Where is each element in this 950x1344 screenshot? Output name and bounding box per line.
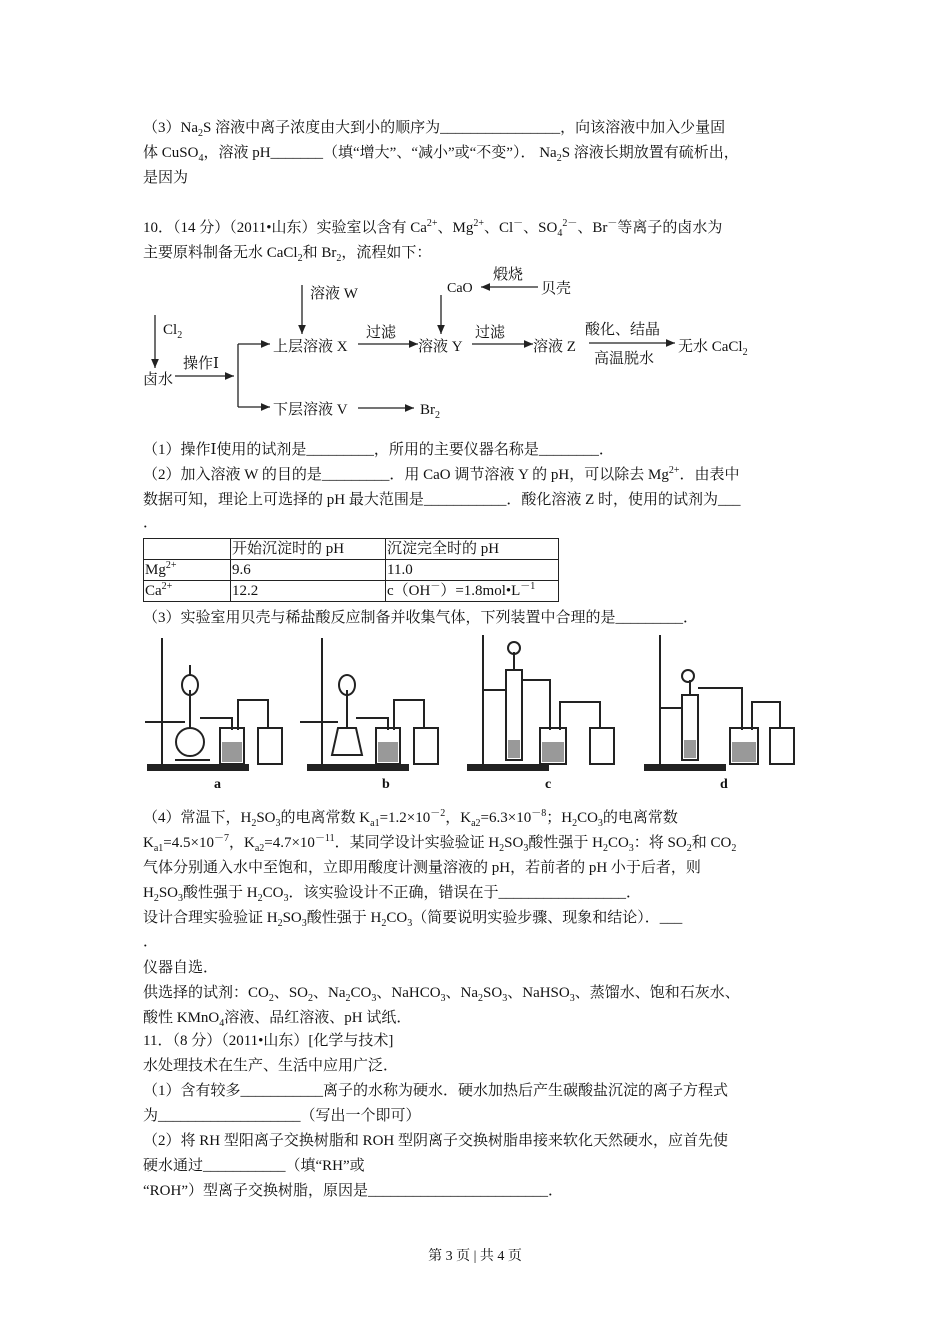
subscript: 2 xyxy=(556,153,562,164)
text-run: ，K xyxy=(228,835,255,851)
subscript: 2 xyxy=(381,918,387,929)
text-run: 11．（8 分）（2011•山东）[化学与技术] xyxy=(143,1033,394,1049)
subscript: 3 xyxy=(502,993,508,1004)
subscript: 3 xyxy=(628,843,634,854)
start-ph-cell: 9.6 xyxy=(231,560,386,581)
text-run: CO xyxy=(577,810,598,826)
superscript: － xyxy=(513,218,524,229)
text-run: 、SO xyxy=(523,220,558,236)
text-run: 10．（14 分）（2011•山东）实验室以含有 Ca xyxy=(143,220,427,236)
subscript: 4 xyxy=(219,1018,225,1029)
q10-part1 xyxy=(143,440,614,460)
text-run: K xyxy=(143,835,154,851)
apparatus-figure xyxy=(0,630,950,800)
text-run: （简要说明实验步骤、现象和结论）．___ xyxy=(412,910,683,926)
subscript: a1 xyxy=(153,843,164,854)
text-run: 、Cl xyxy=(483,220,514,236)
q11-part2-line1 xyxy=(143,1131,728,1151)
text-run: 水处理技术在生产、生活中应用广泛． xyxy=(143,1058,399,1074)
subscript: 2 xyxy=(478,993,484,1004)
q10-part4-line4 xyxy=(143,883,641,903)
subscript: 2 xyxy=(297,253,303,264)
subscript: 4 xyxy=(557,228,563,239)
label-operation: 操作Ⅰ xyxy=(183,356,219,372)
subscript: 4 xyxy=(198,153,204,164)
text-run: =4.7×10 xyxy=(264,835,315,851)
q11-stem xyxy=(143,1056,398,1076)
text-run: 、Na xyxy=(313,985,346,1001)
superscript: －11 xyxy=(314,833,335,844)
text-run: （1）操作Ⅰ使用的试剂是_________，所用的主要仪器名称是________． xyxy=(143,442,614,458)
text-run: ：将 SO xyxy=(633,835,687,851)
text-run: S 溶液中离子浓度由大到小的顺序为________________，向该溶液中加入少量固 xyxy=(203,120,726,136)
superscript: －7 xyxy=(213,833,229,844)
label-cao: CaO xyxy=(447,281,473,296)
text-run: 供选择的试剂：CO xyxy=(143,985,269,1001)
label-solution-z: 溶液 Z xyxy=(533,339,576,355)
q10-part4-line9 xyxy=(143,1008,411,1028)
apparatus-b xyxy=(300,638,438,770)
subscript: 3 xyxy=(178,893,184,904)
text-run: 主要原料制备无水 CaCl xyxy=(143,245,298,261)
subscript: 3 xyxy=(407,918,413,929)
apparatus-c xyxy=(468,635,614,770)
subscript: 3 xyxy=(301,918,307,929)
subscript: 2 xyxy=(198,128,203,139)
label-lower-v: 下层溶液 V xyxy=(273,402,348,418)
text-run: CO xyxy=(386,910,408,926)
subscript: 3 xyxy=(275,818,281,829)
text-run: SO xyxy=(282,910,302,926)
q11-part2-line2 xyxy=(143,1156,365,1176)
apparatus-a xyxy=(145,638,282,770)
text-run: =4.5×10 xyxy=(163,835,214,851)
q11-part1-line2 xyxy=(143,1106,421,1126)
text-run: 酸性强于 H xyxy=(306,910,382,926)
text-run: 酸性 KMnO xyxy=(143,1010,220,1026)
subscript: 2 xyxy=(308,993,314,1004)
text-run: SO xyxy=(504,835,524,851)
text-run: SO xyxy=(158,885,179,901)
text-run: 数据可知，理论上可选择的 pH 最大范围是___________．酸化溶液 Z 时，使用的试剂为___ xyxy=(143,492,741,508)
subscript: 3 xyxy=(440,993,446,1004)
label-acidify: 酸化、结晶 xyxy=(585,322,661,338)
apparatus-label-d: d xyxy=(720,777,728,792)
label-solution-w: 溶液 W xyxy=(310,286,358,302)
subscript: 2 xyxy=(268,993,274,1004)
q11-part2-line3 xyxy=(143,1181,563,1201)
q10-part2-line2 xyxy=(143,490,741,510)
apparatus-d xyxy=(645,635,794,770)
text-run: （3）实验室用贝壳与稀盐酸反应制备并收集气体，下列装置中合理的是_________． xyxy=(143,610,699,626)
text-run: ；H xyxy=(546,810,573,826)
text-run: ． xyxy=(143,515,159,531)
text-run: 和 Br xyxy=(302,245,337,261)
subscript: 3 xyxy=(283,893,289,904)
label-upper-x: 上层溶液 X xyxy=(273,339,348,355)
text-run: CO xyxy=(350,985,372,1001)
label-calcine: 煅烧 xyxy=(493,267,524,283)
text-run: （3）Na xyxy=(143,120,198,136)
subscript: 3 xyxy=(523,843,529,854)
label-filter2: 过滤 xyxy=(475,325,506,341)
text-run: （2）加入溶液 W 的目的是_________．用 CaO 调节溶液 Y 的 pH，可以除去 Mg xyxy=(143,467,669,483)
text-run: ，K xyxy=(445,810,472,826)
text-run: 、蒸馏水、饱和石灰水、 xyxy=(574,985,740,1001)
table-row xyxy=(144,581,559,602)
text-run: 的电离常数 xyxy=(602,810,678,826)
subscript: 3 xyxy=(371,993,377,1004)
subscript: 2 xyxy=(602,843,608,854)
text-run: 体 CuSO xyxy=(143,145,199,161)
apparatus-label-a: a xyxy=(214,777,221,792)
text-run: =1.2×10 xyxy=(379,810,431,826)
text-run: 、Mg xyxy=(437,220,474,236)
text-run: 气体分别通入水中至饱和，立即用酸度计测量溶液的 pH，若前者的 pH 小于后者，则 xyxy=(143,860,701,876)
text-run: 、Br xyxy=(577,220,608,236)
text-run: （1）含有较多___________离子的水称为硬水．硬水加热后产生碳酸盐沉淀的离子方程式 xyxy=(143,1083,729,1099)
precipitation-ph-table xyxy=(143,538,559,602)
text-run: 、SO xyxy=(273,985,309,1001)
label-shell: 贝壳 xyxy=(541,281,572,297)
text-run: 和 CO xyxy=(691,835,732,851)
text-run: ．由表中 xyxy=(679,467,740,483)
complete-ph-cell: 11.0 xyxy=(386,560,559,581)
subscript: a2 xyxy=(471,818,481,829)
text-run: 的电离常数 K xyxy=(280,810,371,826)
subscript: a1 xyxy=(370,818,380,829)
superscript: 2－ xyxy=(562,218,578,229)
subscript: 2 xyxy=(572,818,578,829)
label-solution-y: 溶液 Y xyxy=(418,339,463,355)
ion-cell: $Ca^{2+}$ xyxy=(144,581,231,602)
complete-ph-cell: $c(OH^-)=1.8mol•L^{-1}$ xyxy=(386,581,559,602)
text-run: 溶液、品红溶液、pH 试纸． xyxy=(224,1010,412,1026)
q11-part1-line1 xyxy=(143,1081,728,1101)
subscript: 2 xyxy=(686,843,692,854)
q10-part3 xyxy=(143,608,698,628)
text-run: 设计合理实验验证 H xyxy=(143,910,278,926)
superscript: 2+ xyxy=(473,218,484,229)
text-run: H xyxy=(143,885,154,901)
text-run: 、NaHCO xyxy=(376,985,441,1001)
q10-part4-line5 xyxy=(143,908,682,928)
superscript: －2 xyxy=(430,808,446,819)
text-run: ．某同学设计实验验证 H xyxy=(334,835,500,851)
text-run: 仪器自选． xyxy=(143,960,219,976)
text-run: =6.3×10 xyxy=(480,810,532,826)
text-run: 等离子的卤水为 xyxy=(617,220,723,236)
text-run: “ROH”）型离子交换树脂，原因是________________________． xyxy=(143,1183,563,1199)
text-run: ，流程如下： xyxy=(341,245,432,261)
table-header-cell: 开始沉淀时的 pH xyxy=(231,539,386,560)
text-run: 硬水通过___________（填“RH”或 xyxy=(143,1158,365,1174)
subscript: 2 xyxy=(251,818,257,829)
text-run: 为___________________（写出一个即可） xyxy=(143,1108,421,1124)
label-filter1: 过滤 xyxy=(366,325,397,341)
superscript: － xyxy=(607,218,618,229)
text-run: ． xyxy=(143,934,159,950)
q10-part4-line3 xyxy=(143,858,701,878)
table-header-row xyxy=(144,539,559,560)
subscript: 2 xyxy=(336,253,342,264)
label-br2: $Br_2$ xyxy=(420,402,440,421)
q10-part4-line8 xyxy=(143,983,740,1003)
q10-part4-line2 xyxy=(143,833,736,853)
subscript: 3 xyxy=(569,993,575,1004)
superscript: 2+ xyxy=(426,218,438,229)
text-run: （2）将 RH 型阳离子交换树脂和 ROH 型阴离子交换树脂串接来软化天然硬水，应首先使 xyxy=(143,1133,729,1149)
subscript: 2 xyxy=(731,843,737,854)
text-run: 酸性强于 H xyxy=(183,885,258,901)
ion-cell: $Mg^{2+}$ xyxy=(144,560,231,581)
text-run: SO xyxy=(483,985,503,1001)
text-run: S 溶液长期放置有硫析出， xyxy=(561,145,739,161)
apparatus-label-c: c xyxy=(545,777,552,792)
subscript: 2 xyxy=(277,918,283,929)
text-run: （4）常温下，H xyxy=(143,810,252,826)
table-header-cell xyxy=(144,539,231,560)
subscript: 2 xyxy=(153,893,159,904)
subscript: 2 xyxy=(345,993,351,1004)
text-run: CO xyxy=(607,835,629,851)
label-product: 无水 CaCl$_2$ xyxy=(678,339,748,358)
q10-part4-line1 xyxy=(143,808,678,828)
text-run: 、NaHSO xyxy=(507,985,570,1001)
superscript: 2+ xyxy=(668,465,680,476)
start-ph-cell: 12.2 xyxy=(231,581,386,602)
label-cl2: $Cl_2$ xyxy=(163,322,183,341)
text-run: ．该实验设计不正确，错误在于_________________． xyxy=(288,885,641,901)
text-run: CO xyxy=(262,885,284,901)
text-run: 酸性强于 H xyxy=(528,835,603,851)
q10-part2-line1 xyxy=(143,465,740,485)
q10-part4-line6 xyxy=(143,932,158,952)
page-footer: 第 3 页 | 共 4 页 xyxy=(428,1249,522,1264)
label-brine: 卤水 xyxy=(143,372,174,388)
q10-part4-line7 xyxy=(143,958,218,978)
text-run: 、Na xyxy=(445,985,479,1001)
q10-part2-line3 xyxy=(143,513,158,533)
apparatus-label-b: b xyxy=(382,777,390,792)
superscript: －8 xyxy=(531,808,547,819)
table-header-cell: 沉淀完全时的 pH xyxy=(386,539,559,560)
q11-title xyxy=(143,1031,393,1051)
text-run: 是因为 xyxy=(143,170,189,186)
flow-diagram xyxy=(0,0,950,430)
subscript: 2 xyxy=(257,893,263,904)
text-run: ，溶液 pH_______（填“增大”、“减小”或“不变”）． Na xyxy=(203,145,557,161)
subscript: 2 xyxy=(499,843,505,854)
subscript: 3 xyxy=(597,818,603,829)
table-row xyxy=(144,560,559,581)
label-dehydrate: 高温脱水 xyxy=(594,351,655,367)
subscript: a2 xyxy=(254,843,265,854)
text-run: SO xyxy=(256,810,276,826)
